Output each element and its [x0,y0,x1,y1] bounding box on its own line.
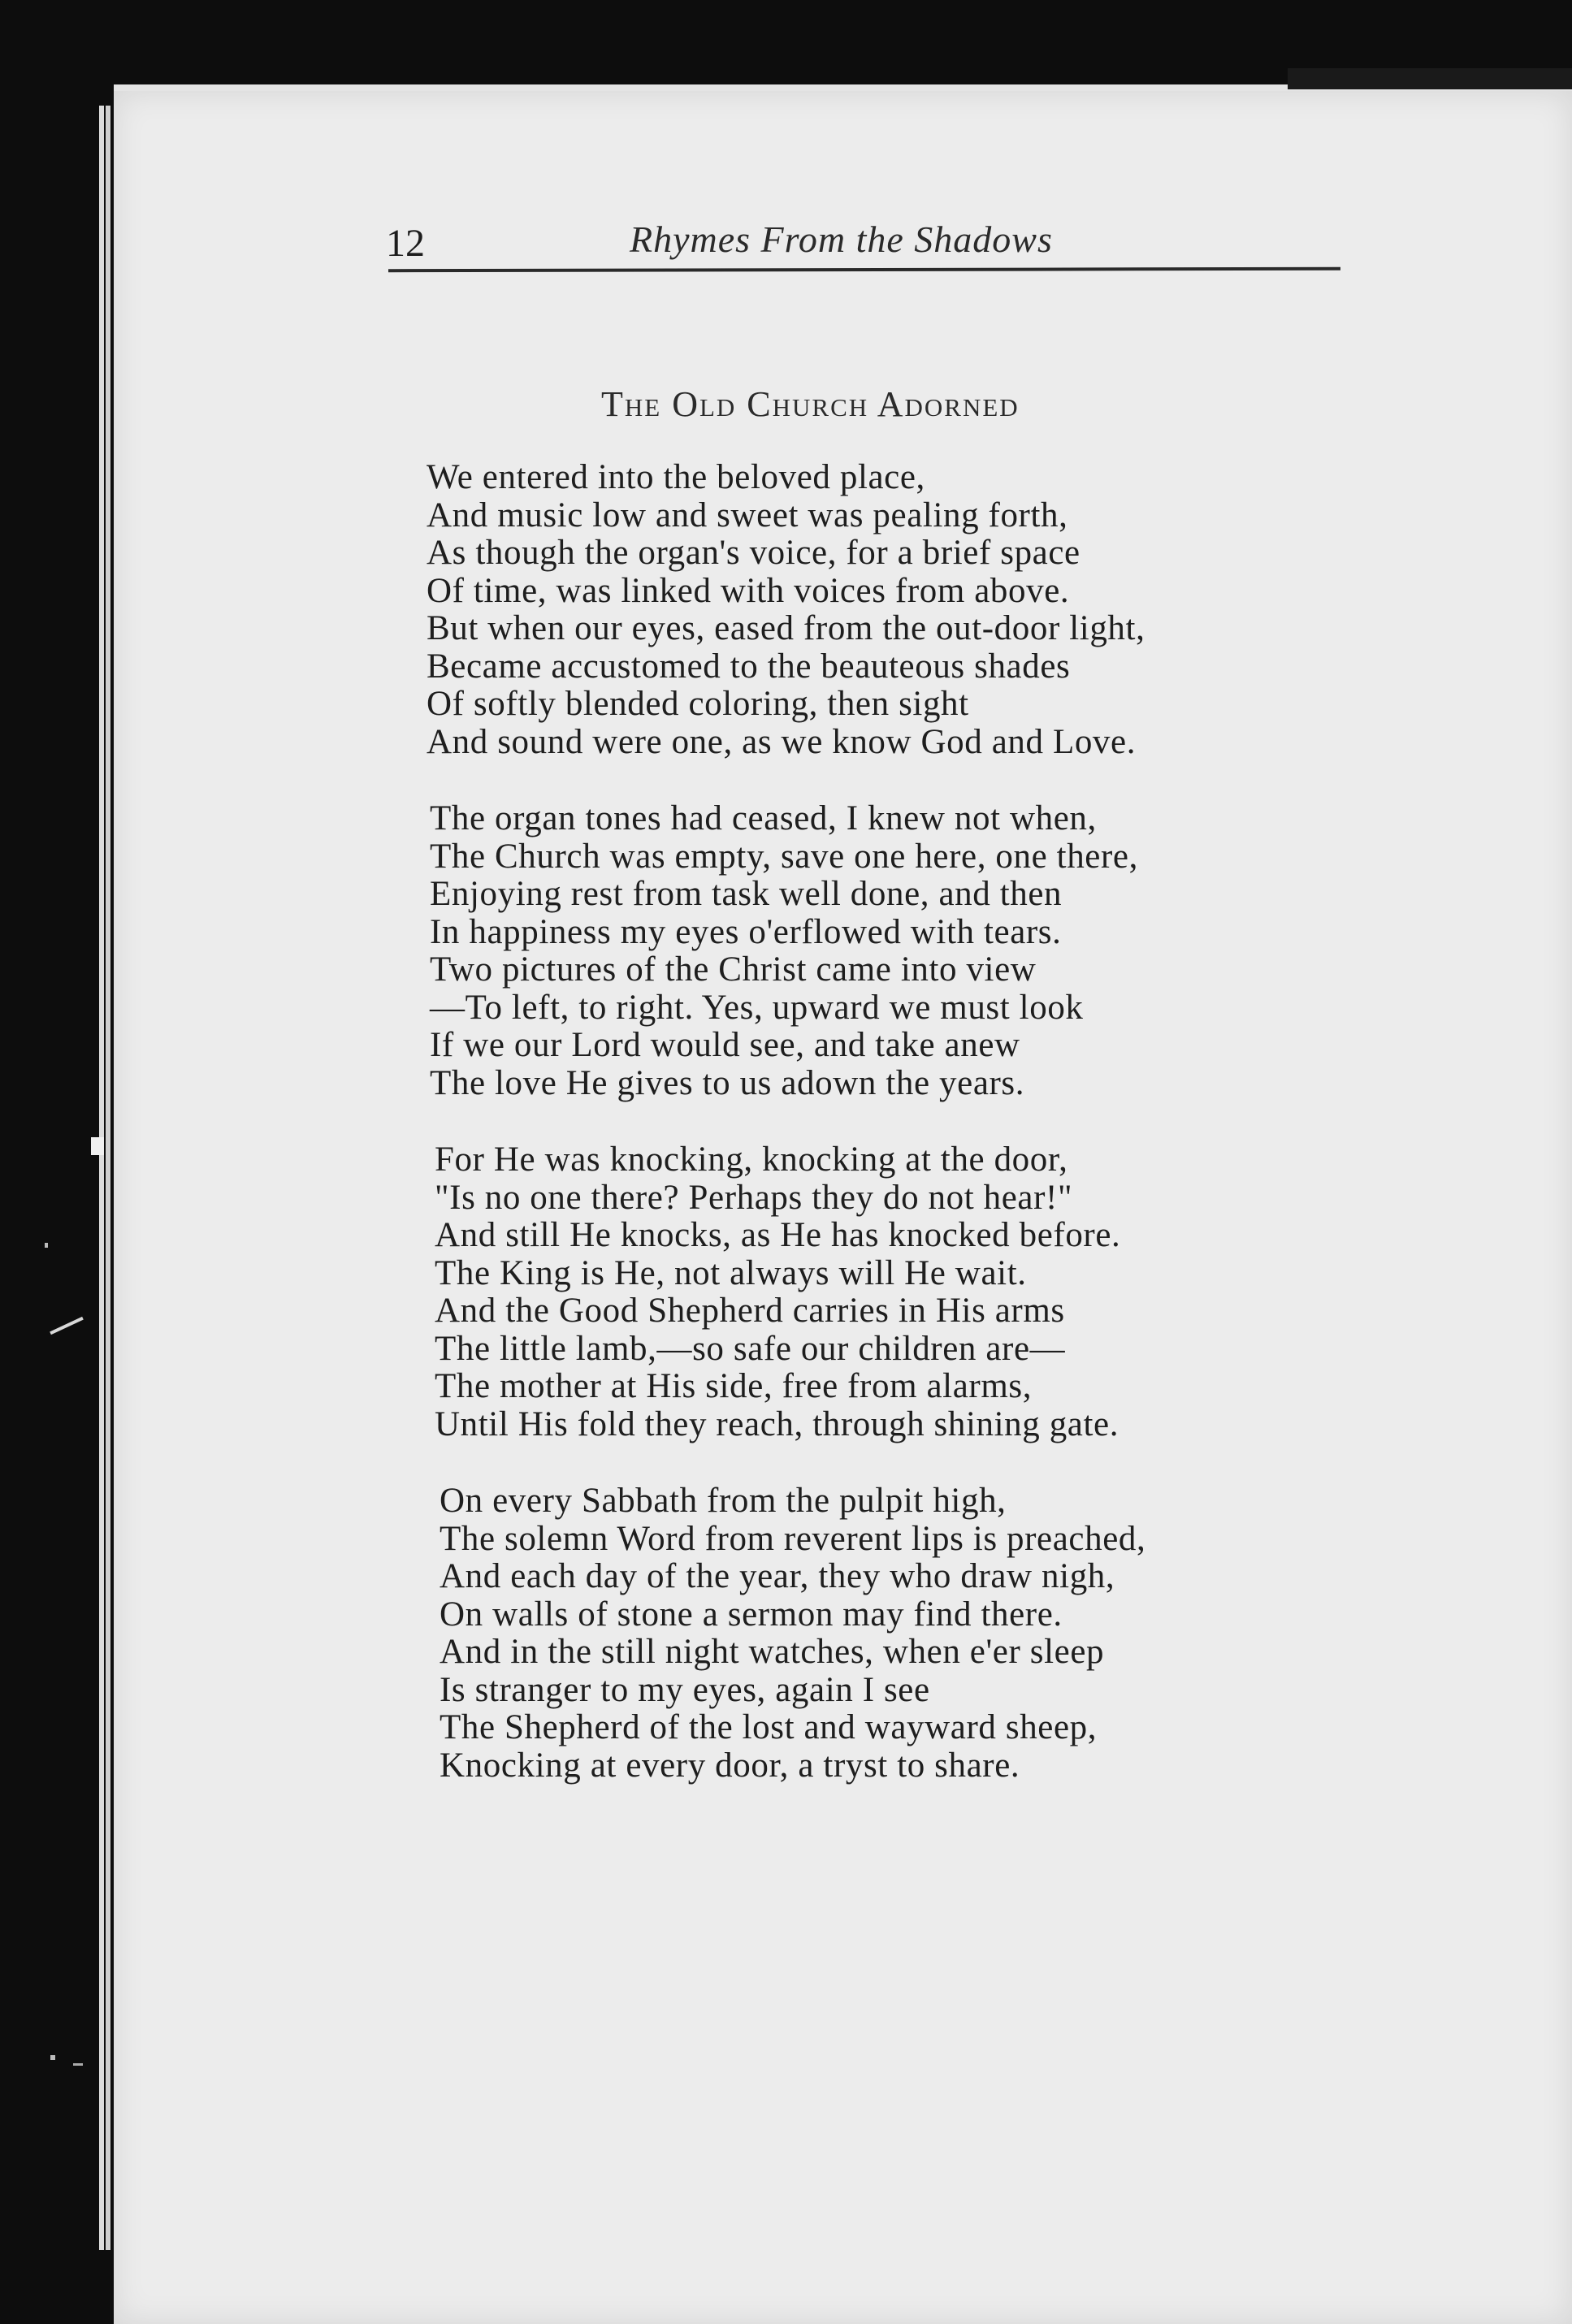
poem-line: The Church was empty, save one here, one there, [430,837,1138,876]
poem-line: Until His fold they reach, through shining gate. [435,1404,1119,1443]
poem-line: And each day of the year, they who draw nigh, [440,1557,1115,1595]
poem-line: And music low and sweet was pealing forth, [427,496,1068,534]
poem-line: And still He knocks, as He has knocked before. [435,1216,1121,1254]
poem-line: Became accustomed to the beauteous shades [427,647,1071,686]
poem-body [427,459,1336,1824]
page-number: 12 [386,222,425,265]
page-shadow [1288,68,1572,89]
stanza [427,459,1336,761]
poem-line: On walls of stone a sermon may find there. [440,1595,1063,1634]
poem-line: The organ tones had ceased, I knew not when, [430,799,1097,837]
poem-line: The King is He, not always will He wait. [435,1253,1027,1292]
poem-line: As though the organ's voice, for a brief space [427,534,1080,572]
poem-line: If we our Lord would see, and take anew [430,1026,1020,1064]
scan-speck [91,1137,104,1155]
stanza [440,1482,1336,1785]
poem-line: But when our eyes, eased from the out-door light, [427,609,1145,647]
poem-line: Knocking at every door, a tryst to share. [440,1746,1020,1785]
page-stack-edge [99,106,104,2250]
poem-line: And in the still night watches, when e'er sleep [440,1633,1105,1671]
stanza [430,800,1336,1102]
poem-line: For He was knocking, knocking at the door, [435,1140,1068,1179]
poem-line: We entered into the beloved place, [427,458,925,496]
poem-line: The little lamb,—so safe our children are— [435,1329,1066,1368]
scan-speck [45,1243,48,1248]
book-title: Rhymes From the Shadows [630,219,1053,260]
poem-line: And the Good Shepherd carries in His arms [435,1292,1065,1330]
poem-line: The mother at His side, free from alarms, [435,1367,1033,1405]
page-stack-edge [106,106,110,2250]
poem-line: The solemn Word from reverent lips is preached, [440,1519,1146,1558]
stanza [435,1141,1336,1443]
scan-speck [50,1317,84,1335]
poem-line: In happiness my eyes o'erflowed with tears. [430,912,1062,951]
poem-line: Two pictures of the Christ came into view [430,950,1037,989]
poem-line: And sound were one, as we know God and Love. [427,722,1137,761]
poem-line: "Is no one there? Perhaps they do not hear!" [435,1178,1073,1217]
poem-line: Is stranger to my eyes, again I see [440,1670,930,1709]
scan-speck [73,2063,83,2066]
poem-line: On every Sabbath from the pulpit high, [440,1482,1007,1520]
poem-line: Of time, was linked with voices from above. [427,571,1070,610]
poem-line: Of softly blended coloring, then sight [427,685,969,723]
poem-line: —To left, to right. Yes, upward we must look [430,988,1084,1027]
poem-line: Enjoying rest from task well done, and then [430,875,1063,913]
poem-line: The love He gives to us adown the years. [430,1063,1025,1102]
poem-title: The Old Church Adorned [601,384,1020,424]
running-head [386,221,1340,270]
scan-speck [50,2055,55,2060]
poem-line: The Shepherd of the lost and wayward sheep, [440,1708,1098,1746]
